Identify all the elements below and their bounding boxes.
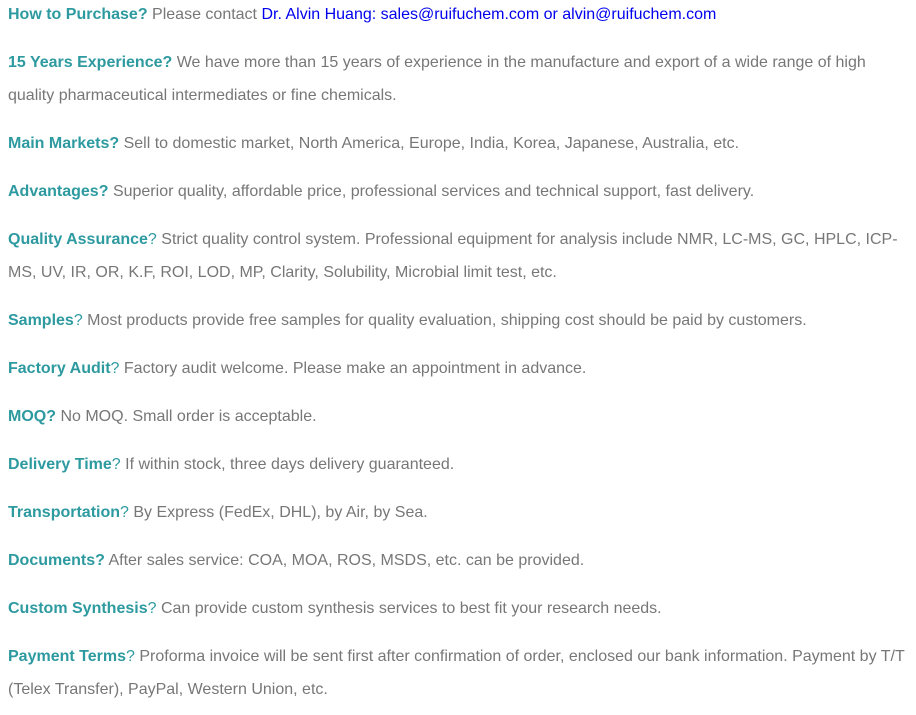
faq-question: Custom Synthesis xyxy=(8,600,148,617)
faq-question-mark: ? xyxy=(147,600,157,617)
faq-question-mark: ? xyxy=(95,552,105,569)
faq-question: Delivery Time xyxy=(8,456,112,473)
faq-item xyxy=(8,352,906,385)
faq-item xyxy=(8,223,906,289)
faq-item xyxy=(8,127,906,160)
contact-link[interactable]: Dr. Alvin Huang: sales@ruifuchem.com or alvin@ruifuchem.com xyxy=(261,6,717,23)
faq-answer: Can provide custom synthesis services to best fit your research needs. xyxy=(160,600,662,617)
faq-answer: Factory audit welcome. Please make an appointment in advance. xyxy=(123,360,587,377)
faq-question: MOQ xyxy=(8,408,47,425)
faq-question-mark: ? xyxy=(111,456,121,473)
faq-question: Advantages xyxy=(8,183,99,200)
faq-question: How to Purchase xyxy=(8,6,138,23)
faq-item xyxy=(8,0,906,31)
faq-answer: Sell to domestic market, North America, Europe, India, Korea, Japanese, Australia, etc. xyxy=(123,135,740,152)
faq-item xyxy=(8,304,906,337)
faq-question-mark: ? xyxy=(120,504,129,521)
faq-question-mark: ? xyxy=(46,408,56,425)
faq-question: Samples xyxy=(8,312,74,329)
faq-question-mark: ? xyxy=(125,648,135,665)
faq-question: Quality Assurance xyxy=(8,231,148,248)
faq-item xyxy=(8,544,906,577)
faq-answer: Please contact xyxy=(152,6,262,23)
faq-answer: After sales service: COA, MOA, ROS, MSDS, etc. can be provided. xyxy=(108,552,585,569)
faq-item xyxy=(8,175,906,208)
faq-answer: No MOQ. Small order is acceptable. xyxy=(60,408,317,425)
faq-item xyxy=(8,400,906,433)
faq-question: Documents xyxy=(8,552,96,569)
faq-question-mark: ? xyxy=(109,135,120,152)
faq-answer: Proforma invoice will be sent first after confirmation of order, enclosed our bank information. Payment by T/T (Telex Transfer), PayPal, Western Union, etc. xyxy=(8,648,905,698)
faq-question: Factory Audit xyxy=(8,360,111,377)
faq-answer: Superior quality, affordable price, professional services and technical support, fast delivery. xyxy=(112,183,755,200)
faq-question: Main Markets xyxy=(8,135,110,152)
faq-answer: If within stock, three days delivery guaranteed. xyxy=(125,456,455,473)
faq-question-mark: ? xyxy=(162,54,173,71)
faq-question-mark: ? xyxy=(137,6,148,23)
faq-answer: Most products provide free samples for quality evaluation, shipping cost should be paid by customers. xyxy=(87,312,807,329)
faq-question-mark: ? xyxy=(98,183,109,200)
faq-item xyxy=(8,640,906,706)
faq-answer: We have more than 15 years of experience in the manufacture and export of a wide range of high quality pharmaceutical intermediates or fine chemicals. xyxy=(8,54,866,104)
faq-item xyxy=(8,448,906,481)
faq-answer: Strict quality control system. Professional equipment for analysis include NMR, LC-MS, GC, HPLC, ICP-MS, UV, IR, OR, K.F, ROI, LOD, MP, Clarity, Solubility, Microbial limit test, etc. xyxy=(8,231,898,281)
faq-question-mark: ? xyxy=(110,360,120,377)
faq-question: 15 Years Experience xyxy=(8,54,163,71)
faq-item xyxy=(8,46,906,112)
faq-item xyxy=(8,496,906,529)
faq-question: Payment Terms xyxy=(8,648,126,665)
faq-question-mark: ? xyxy=(147,231,157,248)
faq-answer: By Express (FedEx, DHL), by Air, by Sea. xyxy=(133,504,428,521)
faq-question: Transportation xyxy=(8,504,121,521)
faq-item xyxy=(8,592,906,625)
faq-question-mark: ? xyxy=(73,312,83,329)
